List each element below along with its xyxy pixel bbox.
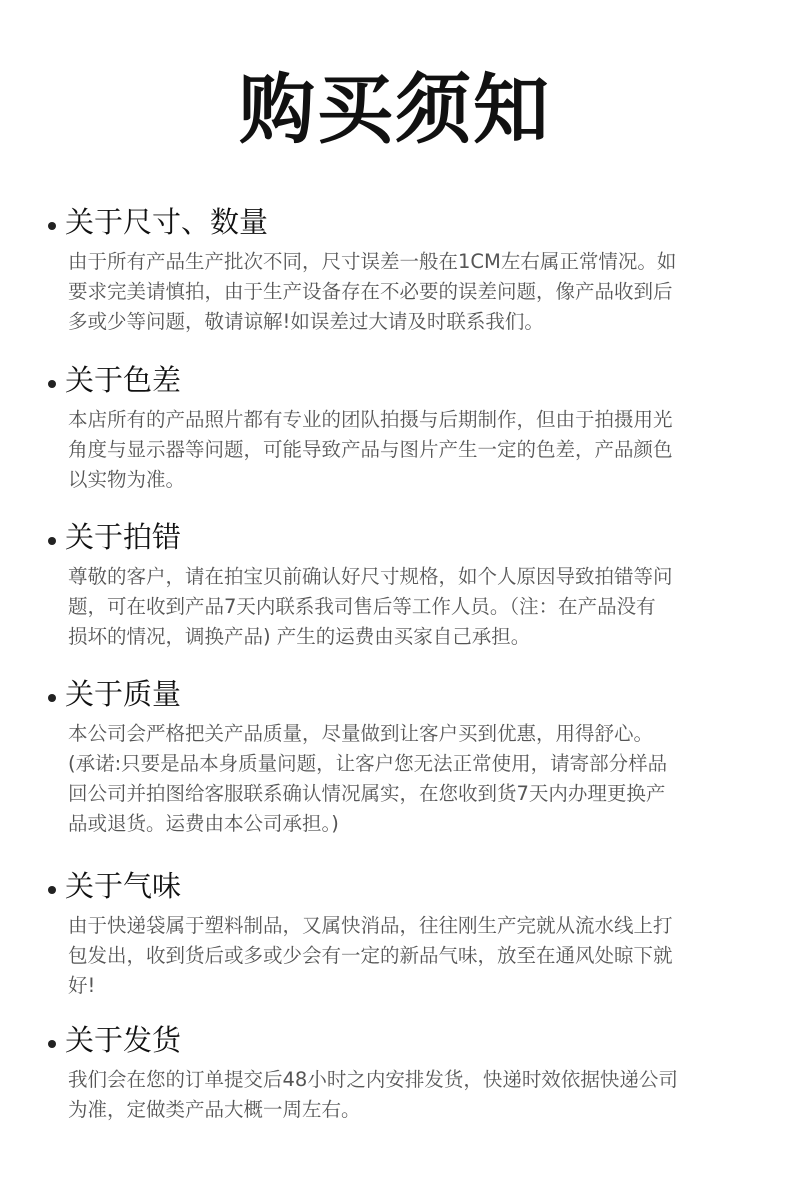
section-title: 关于尺寸、数量: [65, 205, 269, 239]
body-line: 由于快递袋属于塑料制品，又属快消品，往往刚生产完就从流水线上打: [68, 914, 673, 937]
bullet-icon: [48, 537, 56, 545]
body-line: 多或少等问题，敬请谅解!如误差过大请及时联系我们。: [68, 310, 544, 333]
section-title: 关于色差: [65, 363, 182, 397]
body-line: 本公司会严格把关产品质量，尽量做到让客户买到优惠，用得舒心。: [68, 722, 654, 745]
body-line: 品或退货。运费由本公司承担。): [68, 812, 339, 835]
body-line: 本店所有的产品照片都有专业的团队拍摄与后期制作，但由于拍摄用光: [68, 408, 673, 431]
bullet-icon: [48, 694, 56, 702]
section-heading: [48, 517, 181, 557]
page-title: 购买须知: [239, 65, 551, 154]
bullet-icon: [48, 886, 56, 894]
body-line: 回公司并拍图给客服联系确认情况属实，在您收到货7天内办理更换产: [68, 782, 666, 805]
body-line: 角度与显示器等问题，可能导致产品与图片产生一定的色差，产品颜色: [68, 438, 673, 461]
body-line: 包发出，收到货后或多或少会有一定的新品气味，放至在通风处晾下就: [68, 944, 673, 967]
section-body: [68, 247, 748, 337]
section-heading: [48, 866, 181, 906]
bullet-icon: [48, 380, 56, 388]
section-heading: [48, 1020, 181, 1060]
section-body: [68, 1065, 748, 1125]
section-title: 关于发货: [65, 1023, 182, 1057]
section-title: 关于拍错: [65, 520, 182, 554]
bullet-icon: [48, 222, 56, 230]
section-title: 关于气味: [65, 869, 182, 903]
body-line: 题，可在收到产品7天内联系我司售后等工作人员。（注：在产品没有: [68, 595, 656, 618]
section-body: [68, 719, 748, 839]
body-line: (承诺:只要是品本身质量问题，让客户您无法正常使用，请寄部分样品: [68, 752, 668, 775]
section-title: 关于质量: [65, 677, 182, 711]
section-heading: [48, 360, 181, 400]
body-line: 损坏的情况，调换产品) 产生的运费由买家自己承担。: [68, 625, 531, 648]
section-body: [68, 405, 748, 495]
body-line: 尊敬的客户，请在拍宝贝前确认好尺寸规格，如个人原因导致拍错等问: [68, 565, 673, 588]
section-heading: [48, 674, 181, 714]
body-line: 要求完美请慎拍，由于生产设备存在不必要的误差问题，像产品收到后: [68, 280, 673, 303]
section-heading: [48, 202, 268, 242]
section-body: [68, 911, 748, 1001]
body-line: 好!: [68, 974, 96, 997]
body-line: 为准，定做类产品大概一周左右。: [68, 1098, 361, 1121]
body-line: 由于所有产品生产批次不同，尺寸误差一般在1CM左右属正常情况。如: [68, 250, 677, 273]
bullet-icon: [48, 1040, 56, 1048]
body-line: 我们会在您的订单提交后48小时之内安排发货，快递时效依据快递公司: [68, 1068, 678, 1091]
section-body: [68, 562, 748, 652]
body-line: 以实物为准。: [68, 468, 186, 491]
